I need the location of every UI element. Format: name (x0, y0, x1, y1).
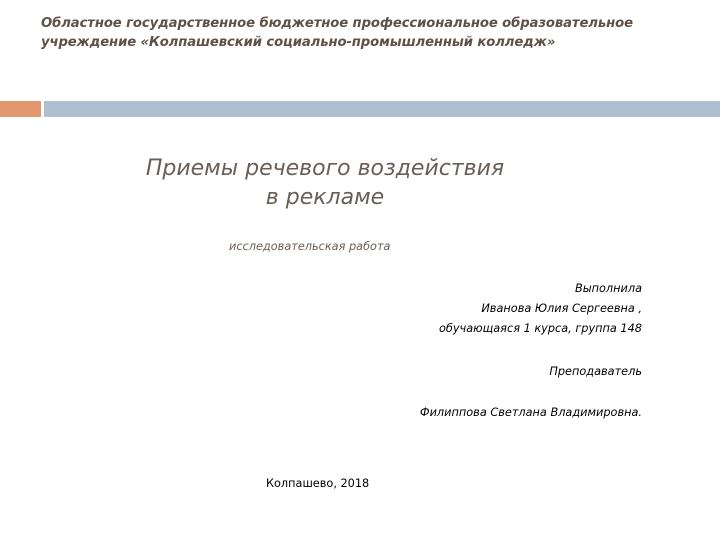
presentation-title (100, 154, 550, 212)
accent-bar (0, 101, 41, 117)
author-details: обучающаяся 1 курса, группа 148 (438, 322, 642, 335)
city-year-footer: Колпашево, 2018 (266, 477, 370, 490)
author-name: Иванова Юлия Сергеевна , (481, 302, 642, 315)
author-label: Выполнила (574, 282, 642, 295)
teacher-name: Филиппова Светлана Владимировна. (419, 406, 642, 419)
author-info-block (420, 279, 642, 423)
institution-header: Областное государственное бюджетное профессиональное образовательное учреждение «Колпашевский социально-промышленный колледж» (41, 16, 633, 50)
title-line-1: Приемы речевого воздействия (145, 156, 505, 181)
title-line-2: в рекламе (265, 185, 385, 210)
header-divider-bar (44, 101, 720, 117)
work-type-subtitle: исследовательская работа (229, 240, 391, 253)
teacher-label: Преподаватель (549, 365, 642, 378)
